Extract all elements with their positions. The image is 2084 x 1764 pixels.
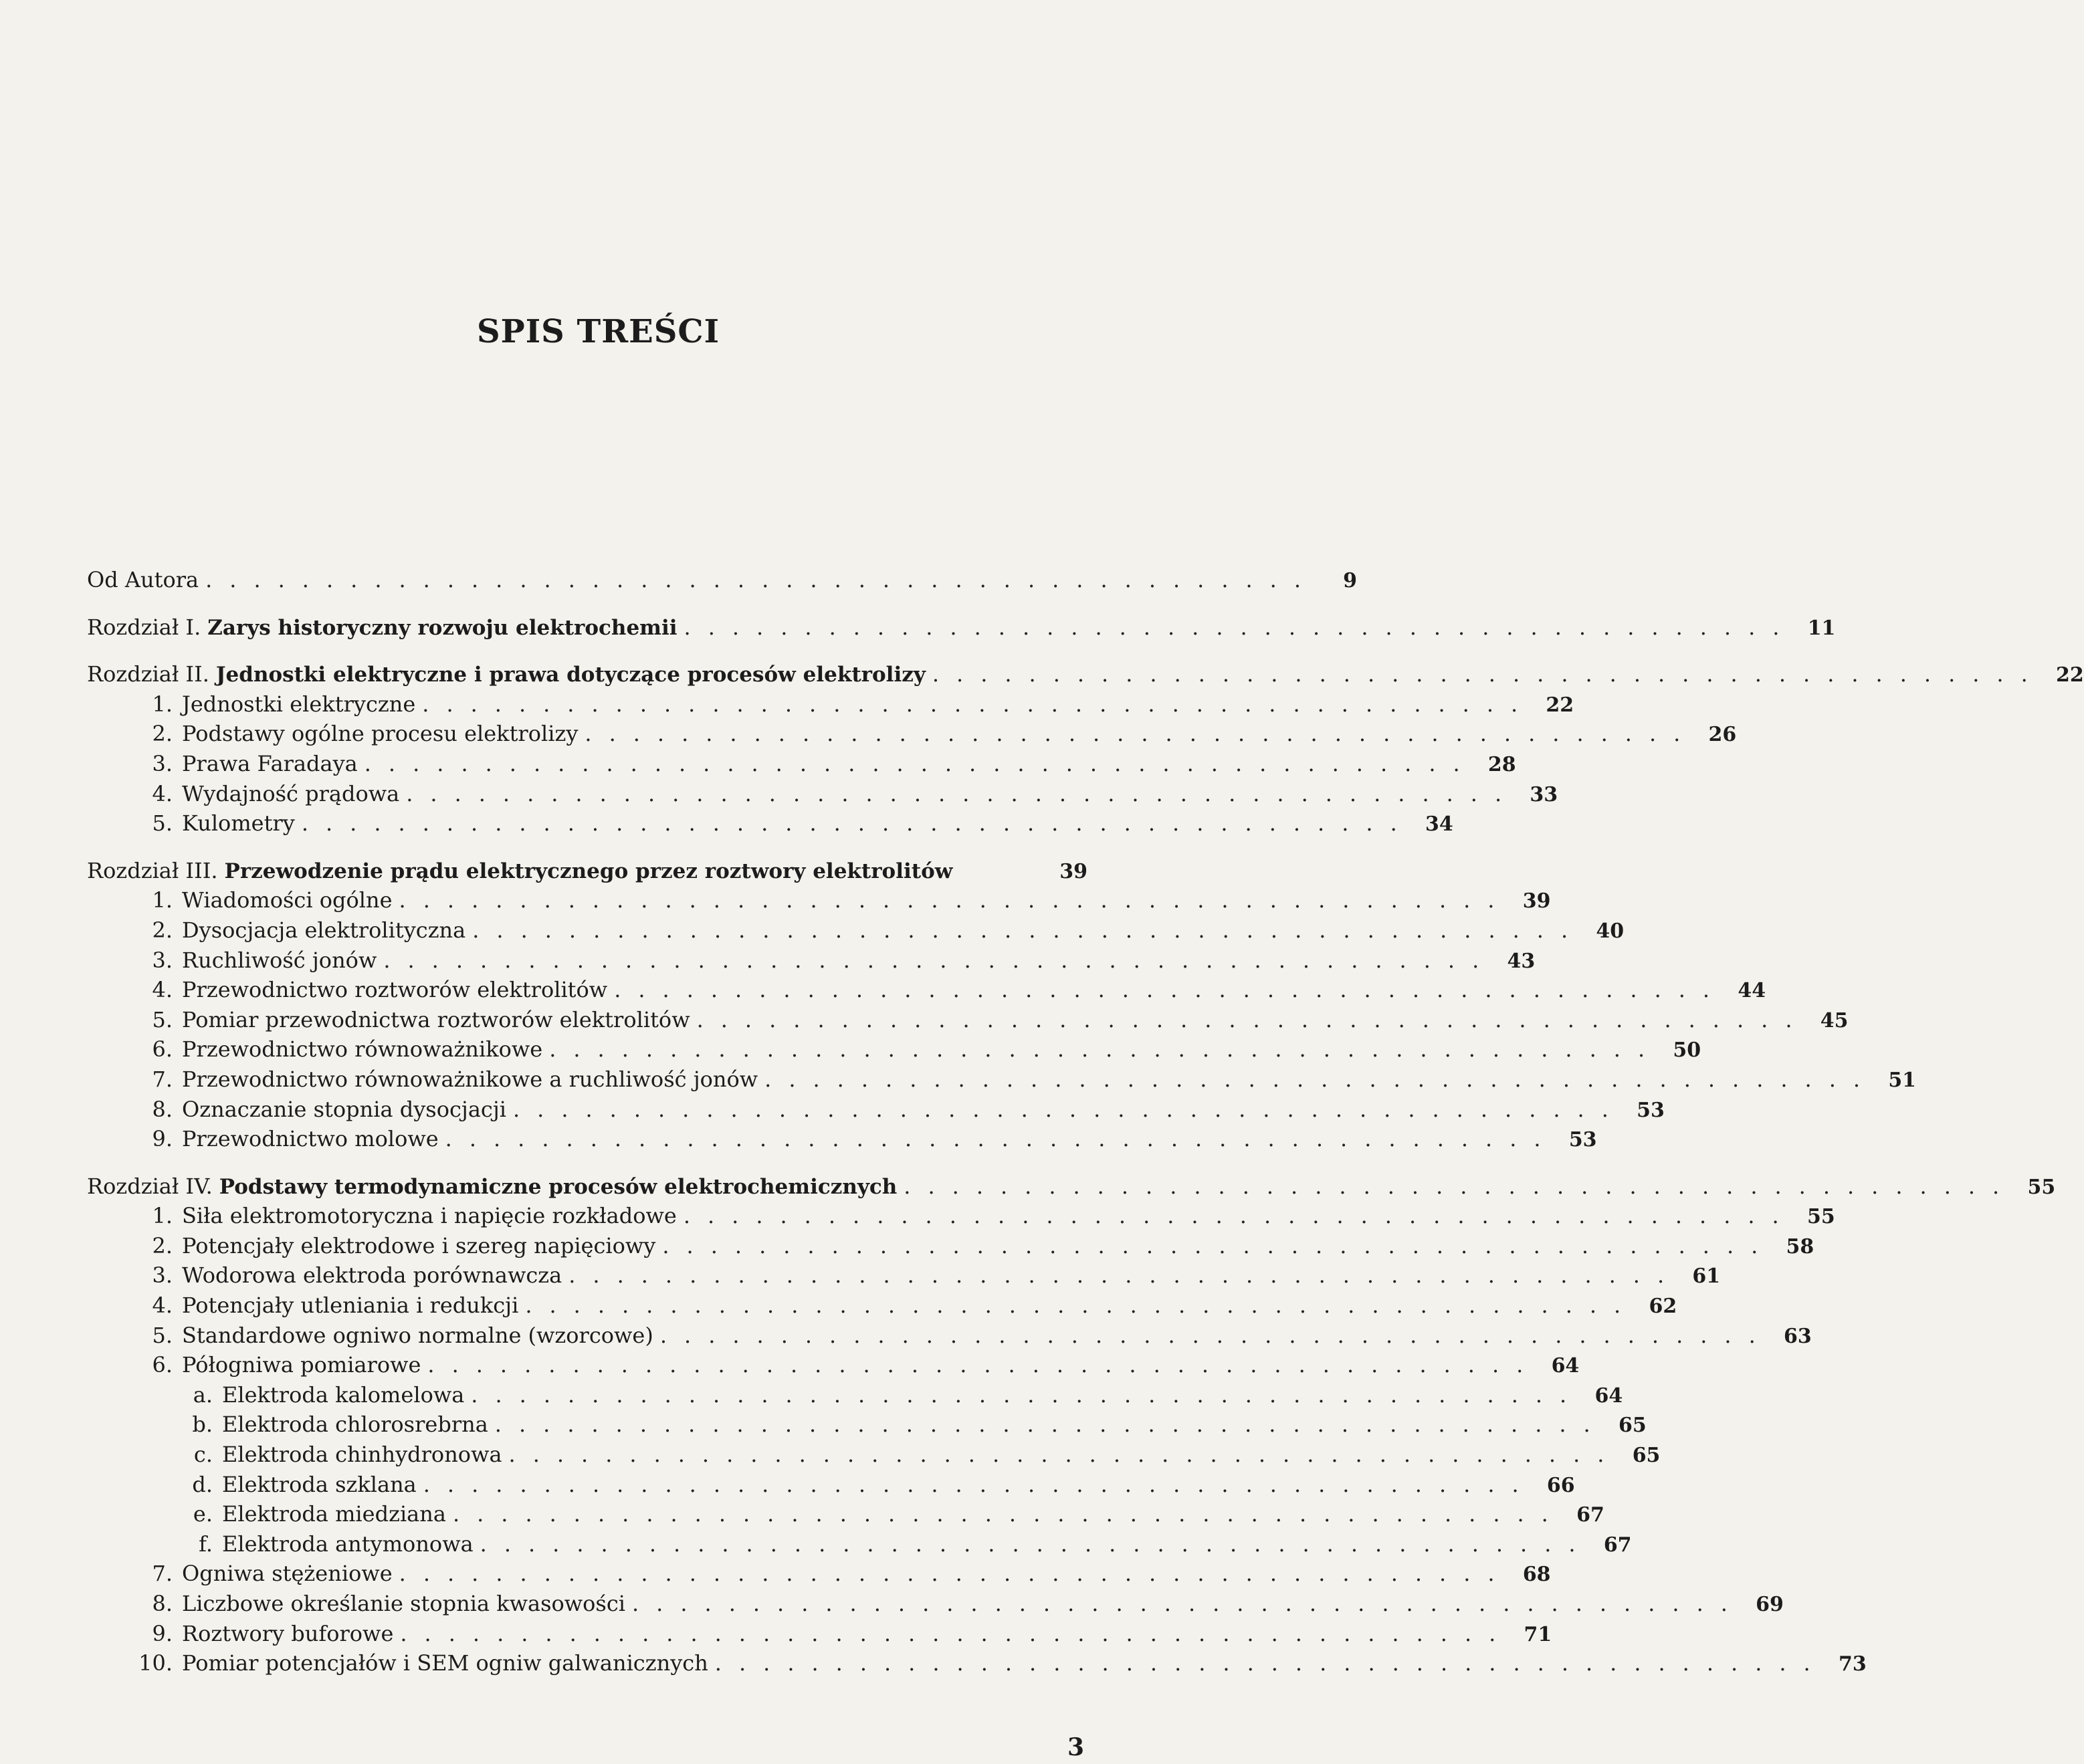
chapter-prefix: Rozdział I. bbox=[87, 614, 201, 640]
leader-dots: .............................................. bbox=[471, 1382, 1584, 1408]
leader-dots: .............................................. bbox=[632, 1591, 1745, 1616]
section-number: 7. bbox=[152, 1561, 173, 1587]
toc-section bbox=[87, 977, 1766, 1007]
leader-dots: .............................................. bbox=[445, 1126, 1558, 1152]
section-number: 2. bbox=[152, 1232, 173, 1258]
toc-page-number: 43 bbox=[1507, 949, 1536, 973]
toc-entry-intro bbox=[87, 567, 1358, 597]
leader-dots: .............................................. bbox=[714, 1650, 1828, 1676]
section-number: 5. bbox=[152, 1322, 173, 1348]
subsection-letter: a. bbox=[193, 1382, 213, 1408]
section-number: 6. bbox=[152, 1036, 173, 1063]
toc-section bbox=[87, 1293, 1677, 1323]
toc-page-number: 64 bbox=[1551, 1354, 1580, 1378]
leader-dots: .............................................. bbox=[205, 567, 1319, 592]
toc-entry-label: Od Autora bbox=[87, 567, 199, 592]
section-label: Siła elektromotoryczna i napięcie rozkładowe bbox=[182, 1203, 677, 1229]
section-number: 3. bbox=[152, 1262, 173, 1289]
leader-dots: .............................................. bbox=[932, 661, 2045, 687]
toc-page-number: 34 bbox=[1425, 812, 1453, 837]
section-number: 5. bbox=[152, 1006, 173, 1032]
toc-section bbox=[87, 1620, 1552, 1651]
toc-section bbox=[87, 1126, 1597, 1156]
chapter-prefix: Rozdział II. bbox=[87, 661, 209, 687]
table-of-contents bbox=[87, 567, 2084, 1680]
leader-dots: .............................................. bbox=[525, 1293, 1639, 1319]
chapter-title: Zarys historyczny rozwoju elektrochemii bbox=[207, 615, 678, 640]
toc-page-number: 55 bbox=[1806, 1205, 1835, 1229]
subsection-label: Elektroda miedziana bbox=[222, 1501, 446, 1527]
leader-dots: .............................................. bbox=[764, 1066, 1878, 1092]
leader-dots: .............................................. bbox=[422, 691, 1536, 717]
leader-dots: .............................................. bbox=[423, 1471, 1536, 1497]
toc-page-number: 67 bbox=[1576, 1503, 1604, 1527]
toc-chapter-4 bbox=[87, 1173, 2056, 1204]
section-number: 4. bbox=[152, 1293, 173, 1319]
toc-subsection bbox=[87, 1382, 1623, 1412]
toc-page-number: 65 bbox=[1618, 1414, 1647, 1438]
toc-section bbox=[87, 1262, 1721, 1293]
section-label: Dysocjacja elektrolityczna bbox=[182, 917, 466, 943]
subsection-letter: d. bbox=[192, 1471, 213, 1497]
section-number: 1. bbox=[152, 887, 173, 913]
leader-dots: .............................................. bbox=[508, 1442, 1622, 1468]
section-number: 2. bbox=[152, 917, 173, 943]
toc-section bbox=[87, 1561, 1551, 1591]
toc-section bbox=[87, 721, 1737, 751]
section-number: 4. bbox=[152, 780, 173, 806]
section-label: Prawa Faradaya bbox=[182, 750, 358, 776]
toc-section bbox=[87, 1006, 1849, 1037]
section-number: 5. bbox=[152, 810, 173, 837]
section-label: Ruchliwość jonów bbox=[182, 947, 377, 973]
toc-section bbox=[87, 810, 1453, 841]
toc-subsection bbox=[87, 1412, 1647, 1442]
leader-dots: .............................................. bbox=[406, 780, 1520, 806]
section-label: Przewodnictwo roztworów elektrolitów bbox=[182, 977, 608, 1003]
section-label: Podstawy ogólne procesu elektrolizy bbox=[182, 721, 579, 747]
toc-page-number: 39 bbox=[1522, 889, 1551, 913]
toc-subsection bbox=[87, 1442, 1661, 1472]
section-number: 10. bbox=[138, 1650, 173, 1676]
subsection-letter: f. bbox=[199, 1531, 213, 1557]
leader-dots: .............................................. bbox=[399, 1561, 1512, 1587]
leader-dots: .............................................. bbox=[452, 1501, 1566, 1527]
toc-page-number: 53 bbox=[1637, 1098, 1665, 1122]
toc-page-number: 28 bbox=[1487, 752, 1516, 776]
toc-section bbox=[87, 947, 1536, 978]
chapter-prefix: Rozdział IV. bbox=[87, 1173, 213, 1199]
subsection-label: Elektroda szklana bbox=[222, 1471, 417, 1497]
leader-dots: .............................................. bbox=[568, 1262, 1682, 1289]
chapter-title: Jednostki elektryczne i prawa dotyczące procesów elektrolizy bbox=[215, 663, 926, 687]
leader-dots: .............................................. bbox=[614, 977, 1728, 1003]
toc-page-number: 62 bbox=[1649, 1295, 1677, 1319]
section-number: 8. bbox=[152, 1591, 173, 1616]
toc-page-number: 58 bbox=[1786, 1234, 1814, 1258]
section-label: Potencjały utleniania i redukcji bbox=[182, 1293, 519, 1319]
leader-dots: .............................................. bbox=[684, 614, 1797, 640]
subsection-label: Elektroda antymonowa bbox=[222, 1531, 474, 1557]
toc-page-number: 67 bbox=[1603, 1533, 1632, 1557]
section-number: 3. bbox=[152, 750, 173, 776]
section-label: Liczbowe określanie stopnia kwasowości bbox=[182, 1591, 625, 1616]
chapter-prefix: Rozdział III. bbox=[87, 857, 218, 883]
section-number: 8. bbox=[152, 1096, 173, 1122]
toc-page-number: 50 bbox=[1673, 1038, 1701, 1063]
leader-dots: .............................................. bbox=[400, 1620, 1514, 1646]
leader-dots: .............................................. bbox=[494, 1412, 1608, 1438]
section-label: Przewodnictwo równoważnikowe bbox=[182, 1036, 543, 1063]
toc-page-number: 33 bbox=[1530, 782, 1558, 806]
toc-page-number: 9 bbox=[1343, 569, 1358, 592]
toc-page-number: 45 bbox=[1820, 1008, 1849, 1032]
leader-dots: .............................................. bbox=[662, 1232, 1776, 1258]
toc-section bbox=[87, 780, 1558, 811]
page-folio-number: 3 bbox=[1067, 1733, 1084, 1761]
toc-section bbox=[87, 1203, 1835, 1233]
toc-page-number: 65 bbox=[1632, 1444, 1661, 1468]
toc-section bbox=[87, 1096, 1665, 1127]
leader-dots: .............................................. bbox=[399, 887, 1512, 913]
toc-page-number: 53 bbox=[1568, 1128, 1597, 1152]
toc-page-number: 39 bbox=[1059, 859, 1087, 883]
page-title: SPIS TREŚCI bbox=[476, 313, 720, 350]
section-number: 3. bbox=[152, 947, 173, 973]
toc-section bbox=[87, 887, 1551, 917]
subsection-letter: b. bbox=[192, 1412, 213, 1438]
toc-page-number: 44 bbox=[1738, 979, 1766, 1003]
toc-section bbox=[87, 1232, 1814, 1263]
leader-dots: .............................................. bbox=[683, 1203, 1796, 1229]
leader-dots: .............................................. bbox=[364, 750, 1477, 776]
section-label: Pomiar potencjałów i SEM ogniw galwanicznych bbox=[182, 1650, 708, 1676]
toc-subsection bbox=[87, 1501, 1604, 1531]
section-label: Półogniwa pomiarowe bbox=[182, 1352, 421, 1378]
section-label: Wydajność prądowa bbox=[182, 780, 400, 806]
section-label: Pomiar przewodnictwa roztworów elektrolitów bbox=[182, 1006, 690, 1032]
toc-section bbox=[87, 1036, 1701, 1067]
leader-dots: .............................................. bbox=[904, 1173, 2017, 1199]
leader-dots: .............................................. bbox=[659, 1322, 1773, 1348]
leader-dots: .............................................. bbox=[383, 947, 1497, 973]
toc-page-number: 51 bbox=[1888, 1068, 1917, 1092]
section-label: Wiadomości ogólne bbox=[182, 887, 393, 913]
subsection-label: Elektroda chinhydronowa bbox=[222, 1442, 502, 1468]
section-number: 1. bbox=[152, 691, 173, 717]
leader-dots: .............................................. bbox=[512, 1096, 1626, 1122]
leader-dots: .............................................. bbox=[480, 1531, 1593, 1557]
toc-page-number: 22 bbox=[1546, 693, 1574, 717]
section-label: Roztwory buforowe bbox=[182, 1620, 394, 1646]
toc-chapter-3 bbox=[87, 858, 1087, 888]
subsection-letter: c. bbox=[193, 1442, 213, 1468]
section-number: 9. bbox=[152, 1126, 173, 1152]
subsection-label: Elektroda chlorosrebrna bbox=[222, 1412, 488, 1438]
toc-page-number: 26 bbox=[1708, 723, 1737, 747]
leader-dots: .............................................. bbox=[427, 1352, 1541, 1378]
toc-section bbox=[87, 1322, 1812, 1353]
toc-subsection bbox=[87, 1531, 1632, 1561]
toc-page-number: 68 bbox=[1522, 1563, 1551, 1587]
section-number: 4. bbox=[152, 977, 173, 1003]
toc-section bbox=[87, 1591, 1784, 1621]
section-label: Standardowe ogniwo normalne (wzorcowe) bbox=[182, 1322, 653, 1348]
toc-page-number: 66 bbox=[1546, 1473, 1575, 1497]
toc-chapter-2 bbox=[87, 661, 2084, 691]
section-label: Ogniwa stężeniowe bbox=[182, 1561, 393, 1587]
toc-page-number: 73 bbox=[1838, 1652, 1867, 1676]
toc-page-number: 22 bbox=[2056, 663, 2084, 687]
toc-section bbox=[87, 1066, 1917, 1097]
section-label: Wodorowa elektroda porównawcza bbox=[182, 1262, 562, 1289]
toc-page-number: 71 bbox=[1524, 1622, 1552, 1646]
section-number: 6. bbox=[152, 1352, 173, 1378]
section-label: Przewodnictwo molowe bbox=[182, 1126, 439, 1152]
toc-section bbox=[87, 691, 1574, 722]
section-label: Potencjały elektrodowe i szereg napięciowy bbox=[182, 1232, 656, 1258]
toc-section bbox=[87, 1650, 1867, 1680]
leader-dots: .............................................. bbox=[696, 1006, 1810, 1032]
section-label: Jednostki elektryczne bbox=[182, 691, 416, 717]
toc-section bbox=[87, 917, 1625, 948]
section-label: Kulometry bbox=[182, 810, 295, 837]
toc-page-number: 61 bbox=[1692, 1264, 1721, 1289]
toc-chapter-1 bbox=[87, 614, 1836, 645]
toc-section bbox=[87, 1352, 1580, 1382]
section-label: Oznaczanie stopnia dysocjacji bbox=[182, 1096, 506, 1122]
chapter-title: Przewodzenie prądu elektrycznego przez roztwory elektrolitów bbox=[224, 859, 953, 883]
toc-page-number: 69 bbox=[1756, 1593, 1784, 1616]
leader-dots: .............................................. bbox=[472, 917, 1586, 943]
section-number: 1. bbox=[152, 1203, 173, 1229]
leader-dots: .............................................. bbox=[585, 721, 1698, 747]
toc-page-number: 63 bbox=[1784, 1324, 1812, 1348]
chapter-title: Podstawy termodynamiczne procesów elektrochemicznych bbox=[219, 1174, 898, 1199]
section-number: 2. bbox=[152, 721, 173, 747]
toc-section bbox=[87, 750, 1516, 781]
subsection-label: Elektroda kalomelowa bbox=[222, 1382, 465, 1408]
toc-page-number: 11 bbox=[1807, 616, 1836, 640]
leader-dots: .............................................. bbox=[549, 1036, 1663, 1063]
section-number: 7. bbox=[152, 1066, 173, 1092]
toc-page-number: 40 bbox=[1596, 919, 1625, 943]
section-label: Przewodnictwo równoważnikowe a ruchliwość jonów bbox=[182, 1066, 758, 1092]
leader-dots: .............................................. bbox=[301, 810, 1415, 837]
toc-page-number: 55 bbox=[2027, 1175, 2056, 1199]
toc-subsection bbox=[87, 1471, 1575, 1502]
toc-page-number: 64 bbox=[1594, 1384, 1623, 1408]
section-number: 9. bbox=[152, 1620, 173, 1646]
subsection-letter: e. bbox=[193, 1501, 213, 1527]
